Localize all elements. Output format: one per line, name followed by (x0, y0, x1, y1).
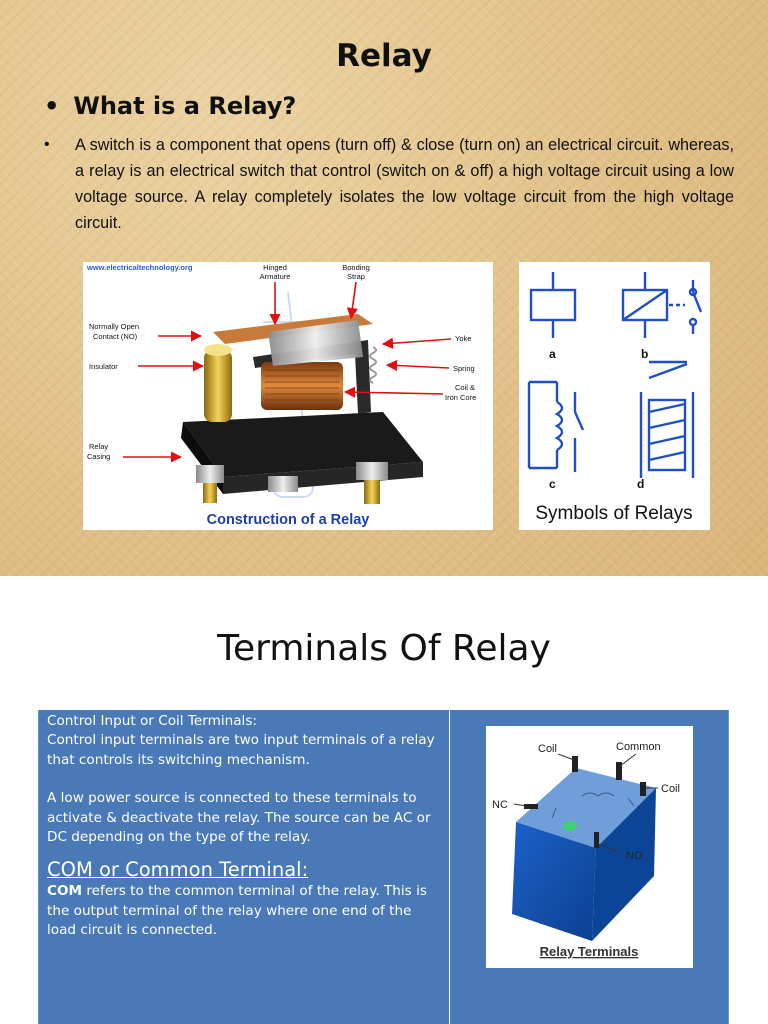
heading-text: What is a Relay? (73, 92, 297, 120)
body-text: (switch (371, 162, 432, 180)
label-coil: Coil & (455, 383, 476, 392)
label-spring: Spring (453, 364, 475, 373)
insulator-top (204, 344, 232, 356)
com-terminal-heading: COM or Common Terminal: (47, 858, 309, 882)
relay-construction-illustration (83, 262, 493, 530)
body-text: that (285, 162, 322, 180)
coil-terminals-description: Control input terminals are two input terminals of a relay that controls its switching mechanism. (47, 732, 435, 768)
terminals-text (47, 712, 442, 941)
relay-construction-figure (83, 262, 493, 530)
symbol-b (623, 272, 701, 338)
body-text: A switch is a component that opens (turn off) & close (turn on) an electrical circuit. whereas, (75, 136, 734, 154)
symbol-d (641, 362, 693, 478)
terminals-content-box (38, 710, 729, 1024)
body-text: ) a high voltage circuit using a low voltage source. A relay completely isolates the low voltage circuit from the high voltage circuit. (75, 162, 734, 232)
relay-symbols-figure (519, 262, 710, 530)
label-insulator: Insulator (89, 362, 118, 371)
symbols-caption: Symbols of Relays (535, 503, 693, 524)
bullet-body (44, 132, 734, 236)
status-led (563, 821, 577, 831)
figure-caption: Construction of a Relay (206, 512, 370, 528)
label-normally-open: Normally Open (89, 322, 140, 331)
symbol-label-b: b (641, 347, 649, 361)
body-emphasis: control (321, 162, 372, 180)
symbol-label-c: c (549, 477, 556, 491)
com-keyword: COM (47, 883, 83, 900)
coil-terminals-heading: Control Input or Coil Terminals: (47, 713, 257, 729)
label-bonding-strap: Strap (347, 272, 365, 281)
com-terminal-description (47, 882, 442, 940)
slide-title: Relay (336, 38, 432, 74)
bullet-heading (44, 92, 296, 120)
insulator-post (204, 350, 232, 422)
com-description-text: refers to the common terminal of the relay. This is the output terminal of the relay where one end of the load circuit is connected. (47, 883, 427, 939)
body-emphasis: a relay is an electrical switch (75, 162, 286, 180)
bullet-icon: • (44, 92, 60, 120)
label-nc: NC (492, 799, 508, 811)
terminals-caption: Relay Terminals (539, 944, 639, 959)
label-no: NO (626, 850, 643, 862)
bullet-icon: • (44, 136, 50, 153)
symbol-labels (549, 347, 648, 491)
symbol-label-d: d (637, 477, 645, 491)
paragraph-gap (47, 770, 442, 789)
power-source-description: A low power source is connected to these terminals to activate & deactivate the relay. The source can be AC or DC depending on the type of the relay. (47, 790, 431, 846)
label-yoke: Yoke (455, 334, 472, 343)
label-bonding-strap: Bonding (342, 263, 370, 272)
watermark-text: www.electricaltechnology.org (87, 263, 193, 272)
label-normally-open: Contact (NO) (93, 332, 138, 341)
symbol-a (531, 272, 575, 338)
relay-terminals-illustration (486, 726, 693, 968)
body-paragraph (75, 132, 734, 236)
label-hinged-armature: Hinged (263, 263, 287, 272)
symbol-c (529, 382, 583, 472)
relay-symbols-illustration (519, 262, 710, 530)
spring (370, 347, 376, 383)
label-iron-core: Iron Core (445, 393, 477, 402)
relay-terminals-figure (486, 726, 693, 968)
symbol-label-a: a (549, 347, 556, 361)
label-coil-top: Coil (538, 743, 557, 755)
label-common: Common (616, 741, 661, 753)
label-relay-casing: Relay (89, 442, 109, 451)
label-hinged-armature: Armature (259, 272, 291, 281)
label-coil-right: Coil (661, 783, 680, 795)
coil (261, 362, 343, 410)
slide-terminals (0, 576, 768, 1024)
slide-title: Terminals Of Relay (217, 628, 551, 669)
label-relay-casing: Casing (87, 452, 111, 461)
column-divider (449, 710, 450, 1024)
body-emphasis: on & off (431, 162, 489, 180)
